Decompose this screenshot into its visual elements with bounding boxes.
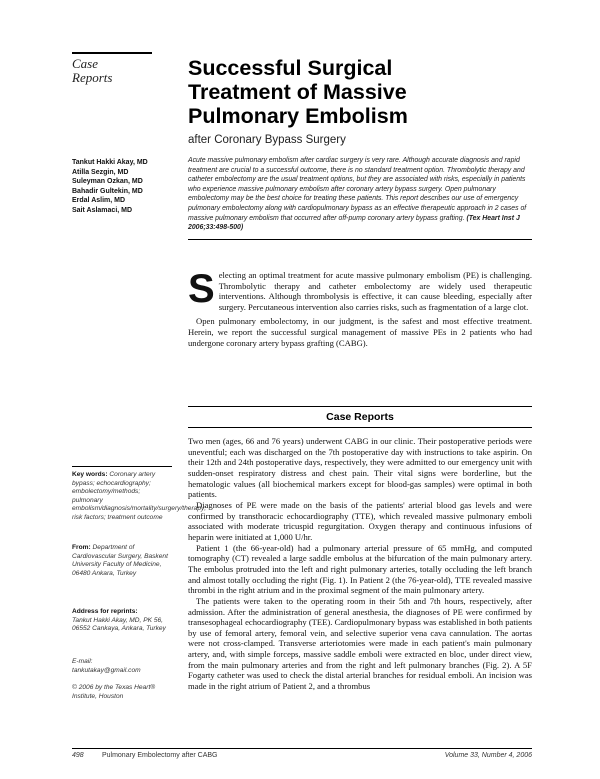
reprints-text: Tankut Hakki Akay, MD, PK 56, 06552 Cankaya, Ankara, Turkey: [72, 616, 166, 633]
case-paragraph-1: Two men (ages, 66 and 76 years) underwent CABG in our clinic. Their postoperative periods were uneventful; each was discharged on the 7th postoperative day with instructions to take aspirin. On their 12th and 24th postoperative days, respectively, they were admitted to our emergency unit with sudden-onset respiratory distress and chest pain. Their vital signs were borderline, but the hematologic values (all biochemical markers except for blood-gas samples) were optimal in both patients.: [188, 436, 532, 500]
email-block: [72, 658, 172, 675]
volume-info: Volume 33, Number 4, 2006: [444, 752, 532, 759]
affiliation-label: From:: [72, 544, 91, 551]
article-subtitle: after Coronary Bypass Surgery: [188, 134, 346, 146]
case-paragraph-2: Diagnoses of PE were made on the basis of the patients' arterial blood gas levels and were confirmed by transthoracic echocardiography (TTE), which revealed massive pulmonary emboli associated with moderate tricuspid regurgitation. Oxygen therapy and continuous infusions of heparin were initiated at 1,000 U/hr.: [188, 499, 532, 542]
author: Bahadir Gultekin, MD: [72, 187, 143, 195]
author: Suleyman Ozkan, MD: [72, 178, 143, 186]
keywords: [72, 466, 207, 523]
article-title: [188, 56, 528, 128]
reprints-label: Address for reprints:: [72, 608, 138, 615]
case-paragraph-3: Patient 1 (the 66-year-old) had a pulmonary arterial pressure of 65 mmHg, and computed tomography (CT) revealed a large saddle embolus at the bifurcation of the main pulmonary artery. The embolus protruded into the left and right pulmonary arteries, totally occluding the left branch and almost totally occluding the right (Fig. 1). In Patient 2 (the 76-year-old), TTE revealed massive thrombi in the right atrium and in the proximal segment of the main pulmonary artery.: [188, 542, 532, 596]
case-reports-body: [188, 436, 532, 692]
section-label-line1: Case: [72, 56, 98, 71]
author: Atilla Sezgin, MD: [72, 168, 129, 176]
author: Sait Aslamaci, MD: [72, 206, 133, 214]
affiliation-text: Department of Cardiovascular Surgery, Baskent University Faculty of Medicine, 06480 Ankara, Turkey: [72, 544, 168, 577]
title-line-2: Treatment of Massive: [188, 80, 407, 104]
keywords-label: Key words:: [72, 471, 108, 478]
intro-paragraph-1-text: electing an optimal treatment for acute massive pulmonary embolism (PE) is challenging. Thrombolytic therapy and catheter embolectomy are widely used therapeutic interventions. Although thrombolysis is effective, it can cause bleeding, especially after surgery. Percutaneous intervention also carries risks, such as fragmentation of a large clot.: [218, 270, 532, 312]
case-paragraph-4: The patients were taken to the operating room in their 5th and 7th hours, respectively, after admission. After the administration of general anesthesia, the diagnoses of PE were confirmed by transesophageal echocardiography (TEE). Cardiopulmonary bypass was established in both patients by use of femoral artery, femoral vein, and selective superior vena cava cannulation. The aortas were not cross-clamped. Transverse arteriotomies were made in each patient's main pulmonary artery, and, with simple forceps, massive saddle emboli were extracted en bloc, under direct view, from the main pulmonary arteries and from the right and left pulmonary branches (Fig. 2). A 5F Fogarty catheter was used to check the distal arterial branches for residual emboli. An incision was made in the right atrium of Patient 2, and a thrombus: [188, 595, 532, 692]
intro-paragraph-1: [188, 267, 532, 312]
abstract: [188, 156, 532, 240]
section-label: [72, 52, 152, 85]
title-line-3: Pulmonary Embolism: [188, 104, 408, 128]
title-line-1: Successful Surgical: [188, 56, 393, 80]
email-label: E-mail:: [72, 658, 93, 665]
running-title: Pulmonary Embolectomy after CABG: [101, 752, 218, 759]
keywords-text: Coronary artery bypass; echocardiography; embolectomy/methods; pulmonary embolism/diagnosis/mortality/surgery/therapy; risk factors; treatment outcome: [72, 471, 207, 521]
email-link[interactable]: tankutakay@gmail.com: [72, 666, 141, 674]
author: Tankut Hakki Akay, MD: [72, 159, 148, 166]
section-heading-case-reports: Case Reports: [188, 406, 532, 428]
author-list: [72, 158, 172, 216]
abstract-text: Acute massive pulmonary embolism after cardiac surgery is very rare. Although accurate diagnosis and rapid treatment are crucial to a successful outcome, there is no standard treatment option. Thrombolytic therapy and catheter embolectomy are the usual treatment options, but they are associated with risks, especially in patients who experience massive pulmonary embolism after coronary artery bypass surgery. Open pulmonary embolectomy may be the best choice for treating these patients. This report describes our use of emergency pulmonary embolectomy along with cardiopulmonary bypass as an effective therapeutic approach in 2 cases of massive pulmonary embolism that occurred after off-pump coronary artery bypass grafting.: [188, 157, 527, 222]
drop-cap: S: [188, 267, 215, 311]
page-number: 498: [72, 752, 84, 759]
page-footer: [72, 748, 532, 759]
affiliation: [72, 544, 172, 578]
reprints-address: [72, 608, 172, 634]
author: Erdal Aslim, MD: [72, 197, 126, 205]
intro-paragraph-2: Open pulmonary embolectomy, in our judgment, is the safest and most effective treatment. Herein, we report the successful surgical management of massive PEs in 2 patients who had undergone coronary artery bypass grafting (CABG).: [188, 316, 532, 348]
introduction: [188, 267, 532, 352]
abstract-citation: (Tex Heart Inst J 2006;33:498-500): [188, 214, 520, 232]
copyright: © 2006 by the Texas Heart® Institute, Houston: [72, 684, 156, 700]
section-label-line2: Reports: [72, 70, 113, 85]
